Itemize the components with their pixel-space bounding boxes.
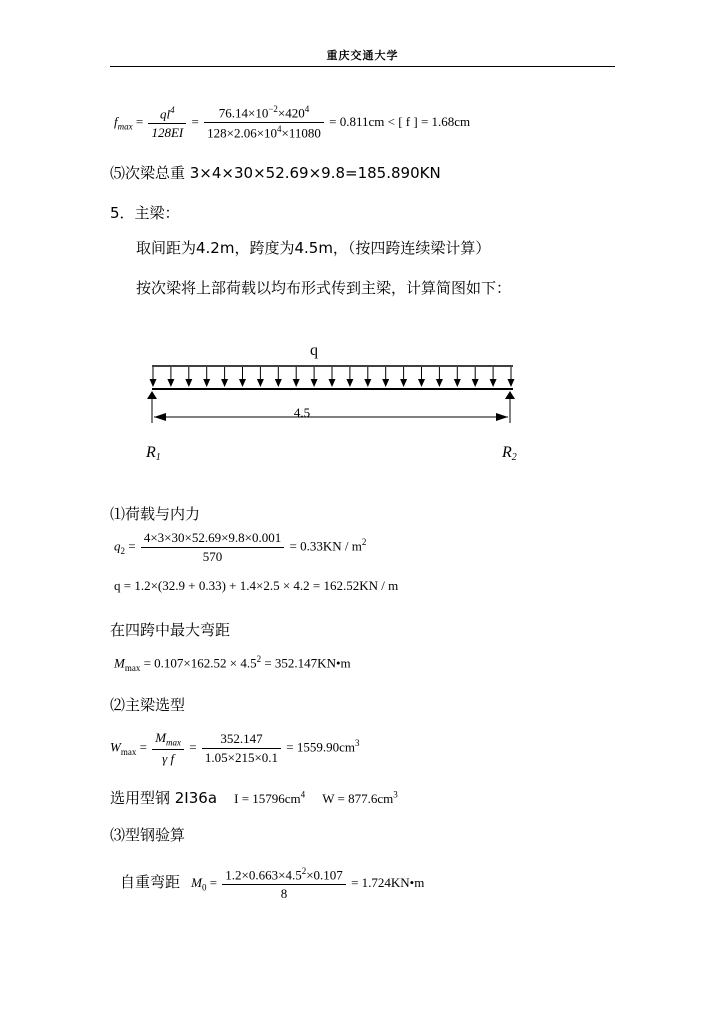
- secondary-beam-total-weight: ⑸次梁总重 3×4×30×52.69×9.8=185.890KN: [110, 164, 441, 182]
- q2-equation: $q_2$ = $\frac{4\times 3\times 30\times 52.69\times 9.8\times 0.001}{570}$ = $0.33KN / m^2$: [114, 530, 367, 564]
- q2-fraction: $\frac{4\times 3\times 30\times 52.69\times 9.8\times 0.001}{570}$: [141, 530, 284, 565]
- load-arrow-head: [185, 379, 192, 387]
- reaction-r1: R1: [146, 444, 161, 463]
- load-arrow-head: [221, 379, 228, 387]
- paragraph-load-transfer: 按次梁将上部荷载以均布形式传到主梁，计算简图如下：: [136, 279, 512, 297]
- load-arrow-head: [418, 379, 425, 387]
- load-arrow-head: [454, 379, 461, 387]
- dimension-label: 4.5: [293, 405, 311, 420]
- section-heading-main-beam: 5．主梁：: [110, 204, 180, 222]
- load-arrow-head: [364, 379, 371, 387]
- max-moment-equation: $M_{max} = 0.107\times 162.52 \times 4.5^2$ = 352.147KN•m: [114, 654, 351, 673]
- subsection-check: ⑶型钢验算: [110, 826, 186, 844]
- section-modulus-equation: $W_{max}$ = $\frac{M_{max}}{\text{γ f}}$ = $\frac{352.147}{1.05\times 215\times 0.1}$ = $1559.90cm^3$: [110, 730, 360, 766]
- load-arrow-head: [472, 379, 479, 387]
- subsection-loads: ⑴荷载与内力: [110, 505, 201, 523]
- subsection-selection: ⑵主梁选型: [110, 696, 186, 714]
- deflection-equation: $f_{max}$ = $\frac{ql^4}{128EI}$ = $\frac{76.14\times 10^{-2}\times 420^4}{128\times 2.06\times 10^4\times 11080}$ = 0.811cm < [ f ] = 1.68cm: [114, 104, 471, 141]
- paragraph-max-moment: 在四跨中最大弯距: [110, 621, 231, 639]
- header-title: 重庆交通大学: [326, 49, 399, 62]
- load-arrow-head: [311, 379, 318, 387]
- load-arrow-head: [275, 379, 282, 387]
- load-arrow-head: [329, 379, 336, 387]
- load-arrow-head: [346, 379, 353, 387]
- load-arrow-head: [490, 379, 497, 387]
- deflection-fraction-symbolic: $\frac{ql^4}{128EI}$: [148, 105, 186, 141]
- load-arrow-head: [203, 379, 210, 387]
- load-arrow-head: [508, 379, 515, 387]
- m0-fraction: $\frac{1.2\times 0.663\times 4.5^2\times 0.107}{8}$: [222, 866, 346, 902]
- reaction-r2: R2: [502, 444, 517, 463]
- self-weight-moment-equation: 自重弯距 $M_0$ = $\frac{1.2\times 0.663\times 4.5^2\times 0.107}{8}$ = 1.724KN•m: [120, 866, 425, 902]
- load-arrow-head: [239, 379, 246, 387]
- w-fraction-numeric: $\frac{352.147}{1.05\times 215\times 0.1}$: [202, 731, 281, 766]
- load-arrow-head: [382, 379, 389, 387]
- load-arrow-head: [436, 379, 443, 387]
- dim-arrow-left: [154, 413, 166, 421]
- w-fraction-symbolic: $\frac{M_{max}}{\text{γ f}}$: [152, 730, 184, 767]
- load-arrow-head: [150, 379, 157, 387]
- deflection-fraction-numeric: $\frac{76.14\times 10^{-2}\times 420^4}{128\times 2.06\times 10^4\times 11080}$: [204, 104, 324, 142]
- load-arrow-head: [400, 379, 407, 387]
- load-arrows: [150, 367, 515, 387]
- selected-section-line: 选用型钢 2I36a $I = 15796cm^4$ $W = 877.6cm^3$: [110, 789, 398, 807]
- load-label: q: [310, 342, 318, 359]
- beam-load-diagram: [0, 335, 724, 475]
- page-header: [110, 46, 615, 67]
- paragraph-spacing: 取间距为4.2m，跨度为4.5m，（按四跨连续梁计算）: [136, 239, 491, 257]
- load-arrow-head: [167, 379, 174, 387]
- dim-arrow-right: [496, 413, 508, 421]
- q-equation: q = 1.2×(32.9 + 0.33) + 1.4×2.5 × 4.2 = 162.52KN / m: [114, 578, 399, 593]
- load-arrow-head: [293, 379, 300, 387]
- load-arrow-head: [257, 379, 264, 387]
